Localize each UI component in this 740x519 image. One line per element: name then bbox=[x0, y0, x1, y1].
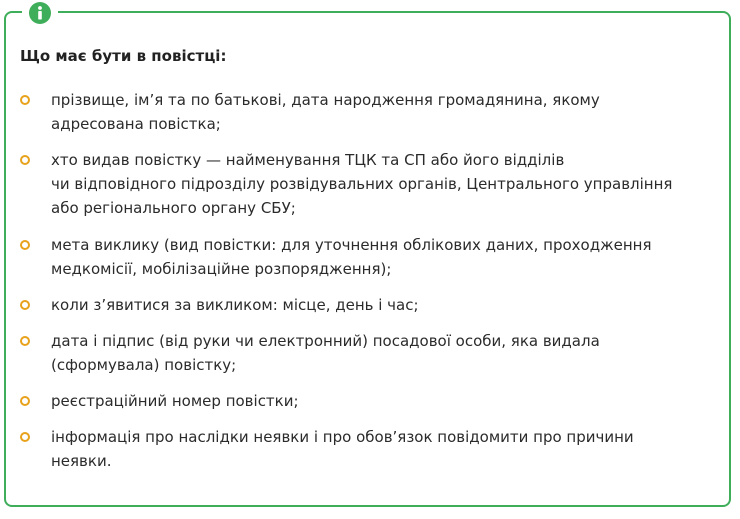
list-item-text: хто видав повістку — найменування ТЦК та СП або його відділів чи відповідного підрозділу розвідувальних органів, Центрального управління або регіонального органу СБУ; bbox=[51, 151, 673, 217]
bullet-icon bbox=[20, 95, 30, 105]
list-item bbox=[20, 425, 710, 473]
list-item-text: дата і підпис (від руки чи електронний) посадової особи, яка видала (сформувала) повістку; bbox=[51, 332, 600, 374]
bullet-icon bbox=[20, 300, 30, 310]
info-icon-wrap bbox=[22, 0, 58, 26]
bullet-icon bbox=[20, 155, 30, 165]
list-item bbox=[20, 148, 710, 220]
bullet-icon bbox=[20, 396, 30, 406]
info-icon bbox=[29, 2, 51, 24]
list-item bbox=[20, 88, 710, 136]
list-item bbox=[20, 233, 710, 281]
list-item bbox=[20, 389, 710, 413]
list-item-text: реєстраційний номер повістки; bbox=[51, 392, 299, 410]
list-item-text: прізвище, ім’я та по батькові, дата народження громадянина, якому адресована повістка; bbox=[51, 91, 600, 133]
heading: Що має бути в повістці: bbox=[20, 47, 227, 65]
list-item bbox=[20, 293, 710, 317]
list-item-text: коли з’явитися за викликом: місце, день і час; bbox=[51, 296, 419, 314]
bullet-icon bbox=[20, 432, 30, 442]
list-item bbox=[20, 329, 710, 377]
list-item-text: мета виклику (вид повістки: для уточнення облікових даних, проходження медкомісії, мобілізаційне розпорядження); bbox=[51, 236, 652, 278]
bullet-icon bbox=[20, 336, 30, 346]
bullet-icon bbox=[20, 240, 30, 250]
list-item-text: інформація про наслідки неявки і про обов’язок повідомити про причини неявки. bbox=[51, 428, 634, 470]
